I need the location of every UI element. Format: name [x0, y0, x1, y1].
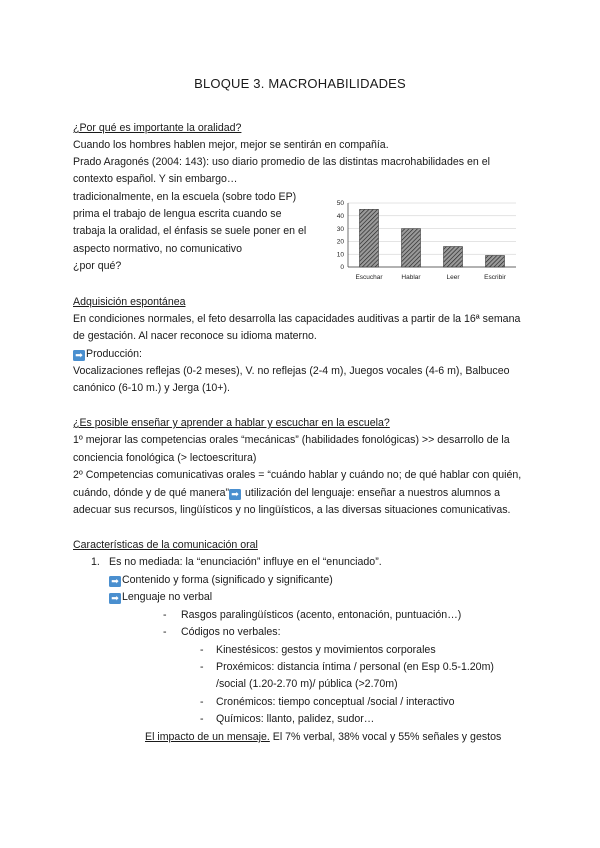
chart-bars: [360, 209, 505, 267]
impact-heading: El impacto de un mensaje.: [145, 731, 270, 743]
text-line: contexto español. Y sin embargo…: [73, 173, 238, 185]
list-item: /social (1.20-2.70 m)/ pública (>2.70m): [216, 678, 398, 690]
dash-bullet: -: [200, 661, 204, 673]
text-line: canónico (6-10 m.) y Jerga (10+).: [73, 382, 230, 394]
bar-hablar: [402, 229, 421, 267]
bar-escribir: [486, 255, 505, 267]
text-line: adecuar sus recursos, lingüísticos y no lingüísticos, a las diversas situaciones comunicativas.: [73, 504, 511, 516]
section-heading-caracteristicas: Características de la comunicación oral: [73, 539, 258, 551]
text-line: prima el trabajo de lengua escrita cuando se: [73, 208, 282, 220]
page-title: BLOQUE 3. MACROHABILIDADES: [194, 76, 406, 91]
text-line: aspecto normativo, no comunicativo: [73, 243, 242, 255]
text-span: cuándo, dónde y de qué manera”: [73, 487, 230, 499]
dash-bullet: -: [163, 626, 167, 638]
text-span: Contenido y forma (significado y significante): [122, 574, 333, 586]
text-line: tradicionalmente, en la escuela (sobre todo EP): [73, 191, 297, 203]
chart-svg: [332, 195, 522, 291]
text-line: [73, 485, 500, 502]
text-span: Lenguaje no verbal: [122, 591, 213, 603]
text-line: 2º Competencias comunicativas orales = “cuándo hablar y cuándo no; de qué hablar con quién,: [73, 469, 522, 481]
x-category-label: Escuchar: [355, 274, 383, 281]
text-line: [73, 346, 142, 363]
y-tick-label: 30: [336, 225, 344, 233]
list-item: Es no mediada: la “enunciación” influye en el “enunciado”.: [109, 556, 382, 568]
list-item: [109, 572, 333, 589]
dash-bullet: -: [200, 713, 204, 725]
list-item: [109, 589, 212, 606]
x-category-labels: [355, 274, 506, 281]
dash-bullet: -: [163, 609, 167, 621]
list-item: Químicos: llanto, palidez, sudor…: [216, 713, 375, 725]
impact-line: [145, 729, 501, 746]
section-heading-adquisicion: Adquisición espontánea: [73, 296, 186, 308]
list-number: 1.: [91, 556, 100, 568]
section-heading-ensenar: ¿Es posible enseñar y aprender a hablar y escuchar en la escuela?: [73, 417, 390, 429]
text-line: En condiciones normales, el feto desarrolla las capacidades auditivas a partir de la 16ª semana: [73, 313, 521, 325]
macroskills-bar-chart: [332, 195, 522, 291]
text-line: Prado Aragonés (2004: 143): uso diario promedio de las distintas macrohabilidades en el: [73, 156, 490, 168]
y-tick-labels: [337, 200, 345, 271]
dash-bullet: -: [200, 644, 204, 656]
y-tick-label: 20: [336, 238, 344, 246]
produccion-label: Producción:: [86, 348, 142, 360]
y-tick-label: 10: [336, 251, 344, 259]
list-item: Rasgos paralingüísticos (acento, entonación, puntuación…): [181, 609, 462, 621]
text-line: Cuando los hombres hablen mejor, mejor se sentirán en compañía.: [73, 139, 389, 151]
text-line: Vocalizaciones reflejas (0-2 meses), V. no reflejas (2-4 m), Juegos vocales (4-6 m), Balbuceo: [73, 365, 510, 377]
impact-text: El 7% verbal, 38% vocal y 55% señales y gestos: [269, 731, 502, 743]
arrow-right-icon: ➡: [229, 489, 241, 500]
text-line: 1º mejorar las competencias orales “mecánicas” (habilidades fonológicas) >> desarrollo de la: [73, 434, 510, 446]
text-line: de gestación. Al nacer reconoce su idioma materno.: [73, 330, 317, 342]
text-span: utilización del lenguaje: enseñar a nuestros alumnos a: [242, 487, 501, 499]
arrow-right-icon: ➡: [73, 350, 85, 361]
y-tick-label: 50: [336, 200, 344, 208]
dash-bullet: -: [200, 696, 204, 708]
y-tick-label: 40: [336, 213, 344, 220]
text-line: ¿por qué?: [73, 260, 122, 272]
x-category-label: Escribir: [484, 274, 506, 281]
x-category-label: Leer: [446, 274, 460, 281]
text-line: trabaja la oralidad, el énfasis se suele poner en el: [73, 225, 307, 237]
y-tick-label: 0: [340, 264, 344, 272]
list-item: Proxémicos: distancia íntima / personal (en Esp 0.5-1.20m): [216, 661, 494, 673]
bar-escuchar: [360, 209, 379, 267]
arrow-right-icon: ➡: [109, 576, 121, 587]
list-item: Cronémicos: tiempo conceptual /social / interactivo: [216, 696, 455, 708]
section-heading-oralidad: ¿Por qué es importante la oralidad?: [73, 122, 242, 134]
bar-leer: [444, 247, 463, 267]
arrow-right-icon: ➡: [109, 593, 121, 604]
x-category-label: Hablar: [401, 274, 421, 281]
list-item: Códigos no verbales:: [181, 626, 281, 638]
list-item: Kinestésicos: gestos y movimientos corporales: [216, 644, 436, 656]
text-line: conciencia fonológica (> lectoescritura): [73, 452, 257, 464]
